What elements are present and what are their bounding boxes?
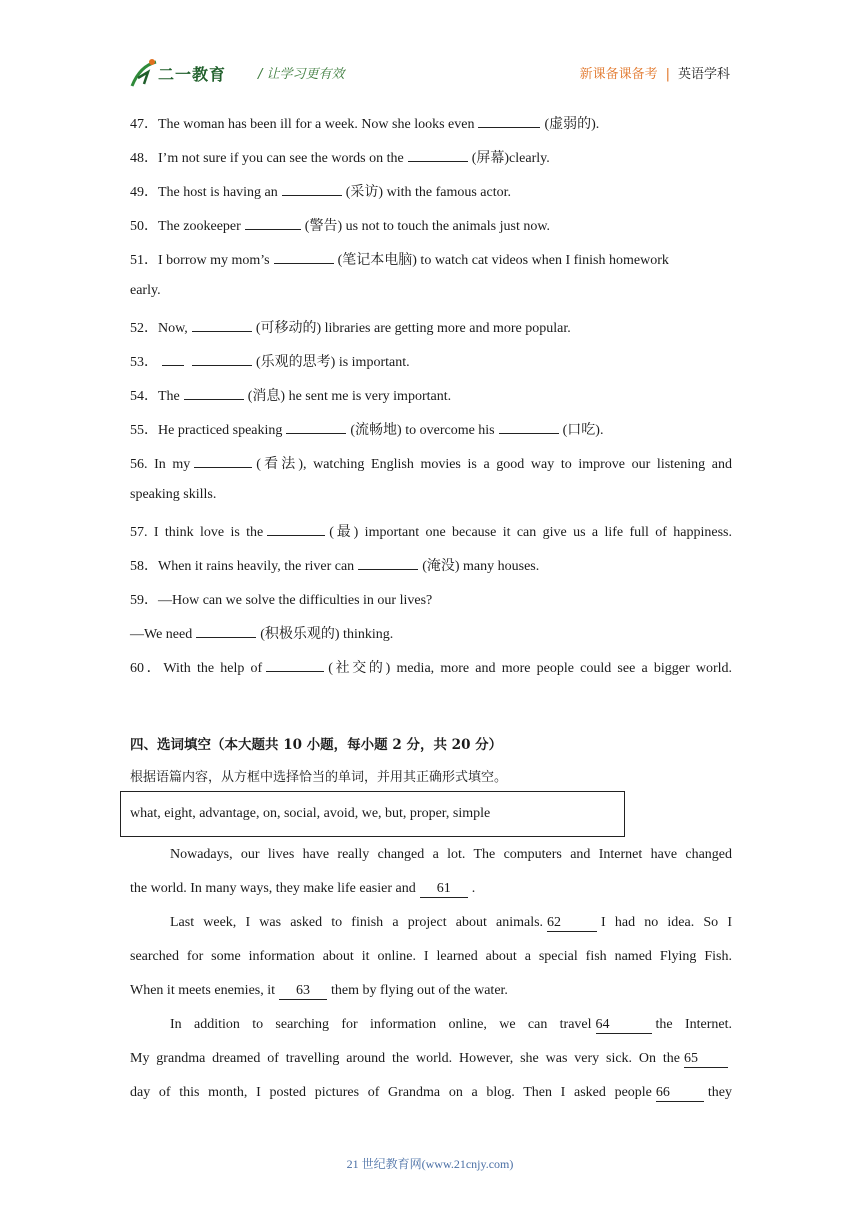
passage-text: them by flying out of the water.	[331, 983, 508, 998]
question-hint: (笔记本电脑) to watch cat videos when I finish homework	[337, 253, 669, 268]
blank-66[interactable]: 66	[656, 1085, 704, 1102]
header-subject-label: 英语学科	[677, 67, 730, 82]
question-hint: (屏幕)clearly.	[471, 151, 550, 166]
question-text: 47．The woman has been ill for a week. Now she looks even	[130, 117, 475, 132]
question-50	[130, 215, 550, 235]
passage-line	[130, 983, 508, 1000]
blank-63[interactable]: 63	[279, 983, 327, 1000]
question-53	[130, 351, 410, 371]
header-course-label: 新课备课备考	[579, 67, 658, 82]
passage-line	[130, 1085, 732, 1102]
question-text: 54．The	[130, 389, 180, 404]
question-59-answer	[130, 623, 393, 643]
passage-line	[130, 1051, 732, 1068]
slogan: / 让学习更有效	[258, 67, 345, 82]
answer-blank[interactable]	[194, 453, 252, 468]
passage-text: day of this month, I posted pictures of Grandma on a blog. Then I asked people	[130, 1085, 652, 1100]
passage-text: My grandma dreamed of travelling around the world. However, she was very sick. On the	[130, 1051, 680, 1066]
passage-text: the world. In many ways, they make life easier and	[130, 881, 416, 896]
question-54	[130, 385, 451, 405]
question-hint: (可移动的) libraries are getting more and more popular.	[255, 321, 571, 336]
answer-blank[interactable]	[282, 181, 342, 196]
passage-text: they	[707, 1085, 732, 1100]
question-hint: (乐观的思考) is important.	[256, 355, 410, 370]
question-hint: (警告) us not to touch the animals just now.	[304, 219, 551, 234]
blank-64[interactable]: 64	[596, 1017, 652, 1034]
question-hint: (社交的) media, more and more people could see a bigger world.	[328, 661, 732, 676]
word-box-text: what, eight, advantage, on, social, avoid, we, but, proper, simple	[130, 806, 491, 821]
blank-62[interactable]: 62	[547, 915, 597, 932]
question-59: 59．—How can we solve the difficulties in our lives?	[130, 593, 433, 608]
question-hint: (淹没) many houses.	[422, 559, 540, 574]
question-text: 57. I think love is the	[130, 525, 264, 540]
answer-blank[interactable]	[162, 351, 184, 366]
answer-blank[interactable]	[478, 113, 540, 128]
passage-line: searched for some information about it online. I learned about a special fish named Flying Fish.	[130, 949, 732, 964]
question-text: 49．The host is having an	[130, 185, 278, 200]
section-title: 四、选词填空（本大题共 10 小题，每小题 2 分，共 20 分）	[130, 737, 503, 753]
question-47	[130, 113, 599, 133]
question-hint: (流畅地) to overcome his	[350, 423, 495, 438]
question-text: 52．Now,	[130, 321, 188, 336]
question-hint: (消息) he sent me is very important.	[247, 389, 452, 404]
question-text: 58．When it rains heavily, the river can	[130, 559, 355, 574]
header-right	[580, 63, 730, 82]
question-text: 50．The zookeeper	[130, 219, 241, 234]
question-text: —We need	[130, 627, 193, 642]
question-hint: (积极乐观的) thinking.	[260, 627, 394, 642]
question-56-cont: speaking skills.	[130, 487, 217, 502]
question-57	[130, 521, 732, 541]
passage-text: When it meets enemies, it	[130, 983, 276, 998]
answer-blank[interactable]	[192, 351, 252, 366]
question-text: 55．He practiced speaking	[130, 423, 283, 438]
answer-blank[interactable]	[196, 623, 256, 638]
page-header	[130, 56, 730, 92]
passage-text: the Internet.	[655, 1017, 732, 1032]
answer-blank[interactable]	[408, 147, 468, 162]
passage-text: Last week, I was asked to finish a project about animals.	[170, 915, 544, 930]
question-text: 56. In my	[130, 457, 191, 472]
question-hint: (最) important one because it can give us a life full of happiness.	[329, 525, 732, 540]
passage-line: Nowadays, our lives have really changed a lot. The computers and Internet have changed	[170, 847, 732, 862]
question-55	[130, 419, 603, 439]
word-box	[120, 791, 625, 837]
question-51	[130, 249, 669, 269]
question-48	[130, 147, 550, 167]
question-51-cont: early.	[130, 283, 161, 298]
question-hint: (虚弱的).	[544, 117, 600, 132]
passage-text: I had no idea. So I	[601, 915, 732, 930]
answer-blank[interactable]	[245, 215, 301, 230]
question-56	[130, 453, 732, 473]
question-52	[130, 317, 571, 337]
blank-61[interactable]: 61	[420, 881, 468, 898]
answer-blank[interactable]	[286, 419, 346, 434]
question-hint: (口吃).	[562, 423, 604, 438]
passage-line	[130, 881, 475, 898]
answer-blank[interactable]	[499, 419, 559, 434]
logo-text: 二一教育	[158, 65, 227, 84]
header-separator: |	[665, 67, 670, 82]
passage-text: .	[471, 881, 476, 896]
question-text: 60．With the help of	[130, 661, 263, 676]
question-hint: (采访) with the famous actor.	[345, 185, 512, 200]
answer-blank[interactable]	[358, 555, 418, 570]
question-58	[130, 555, 539, 575]
answer-blank[interactable]	[266, 657, 324, 672]
answer-blank[interactable]	[267, 521, 325, 536]
question-49	[130, 181, 511, 201]
question-text: 48．I’m not sure if you can see the words on the	[130, 151, 404, 166]
section-instruction: 根据语篇内容，从方框中选择恰当的单词，并用其正确形式填空。	[130, 770, 508, 785]
answer-blank[interactable]	[274, 249, 334, 264]
passage-text: In addition to searching for information online, we can travel	[170, 1017, 592, 1032]
blank-65[interactable]: 65	[684, 1051, 728, 1068]
question-text: 51．I borrow my mom’s	[130, 253, 270, 268]
passage-line	[170, 915, 732, 932]
question-text: 53．	[130, 355, 158, 370]
passage-line	[170, 1017, 732, 1034]
answer-blank[interactable]	[184, 385, 244, 400]
answer-blank[interactable]	[192, 317, 252, 332]
question-hint: (看法), watching English movies is a good way to improve our listening and	[256, 457, 732, 472]
question-60	[130, 657, 732, 677]
page-footer: 21 世纪教育网(www.21cnjy.com)	[346, 1157, 514, 1171]
